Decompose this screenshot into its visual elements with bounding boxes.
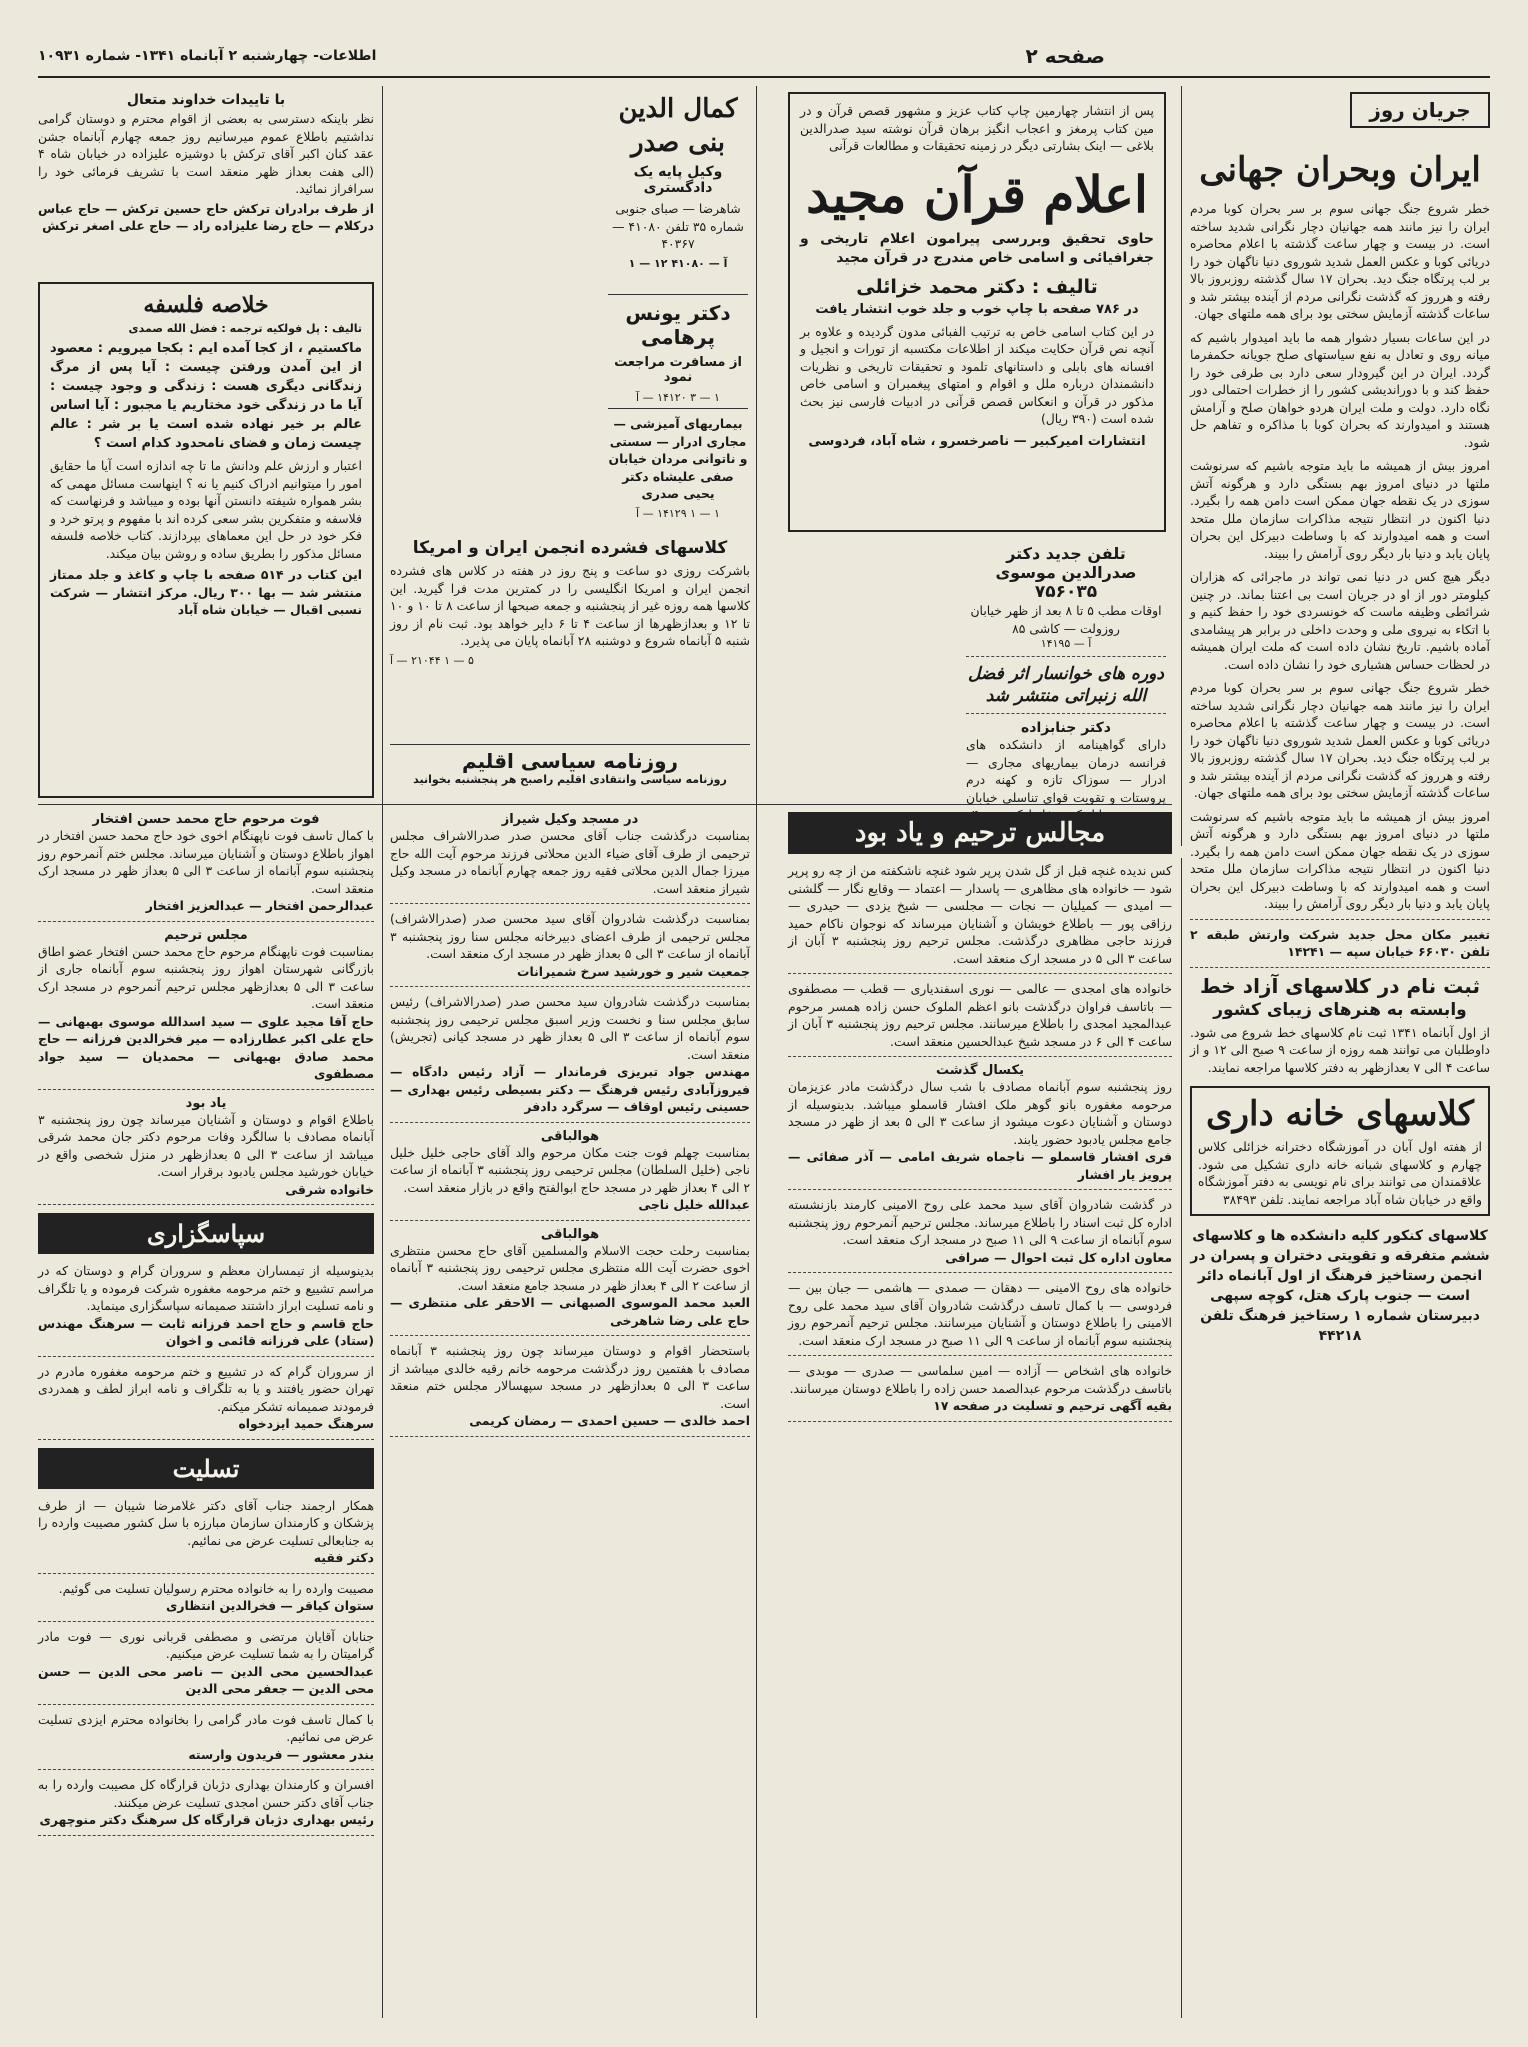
philosophy-title: خلاصه فلسفه (143, 292, 269, 318)
editorial-paragraph: در این ساعات بسیار دشوار همه ما باید امیدوار باشیم که میانه روی و تعادل به نفع سیاستهای صلح جویانه حکمفرما گردد. ایران در این گیرودار سعی دارد بی طرفی خود را حفظ کند و با دوراندیشی کشور را از خطرات احتمالی دور نگاه دارد. دولت و ملت ایران هردو خواهان صلح و آرامش هستند و امیدوارند که بحران کوبا با مذاکره و تفاهم حل شود. (1190, 329, 1490, 450)
notice-body: بمناسبت درگذشت شادروان سید محسن صدر (صدرالاشراف) رئیس سابق مجلس سنا و نخست وزیر اسبق مجلس ترحیمی روز پنجشنبه سوم آبانماه از ساعت ۳ الی ۵ بعداز ظهر در مسجد کیانی (تجریش) منعقد است. (390, 994, 750, 1062)
notice-body: بمناسبت رحلت حجت الاسلام والمسلمین آقای حاج محسن منتظری اخوی حضرت آیت الله منتظری مجلس ترحیمی روز پنجشنبه ۳ آبانماه از ساعت ۲ الی ۴ بعداز ظهر در مسجد جامع منعقد است. (390, 1242, 750, 1293)
section-label: جریان روز (1350, 92, 1490, 128)
doctor-text: از مسافرت مراجعت نمود (614, 355, 742, 385)
condolence-banner: تسلیت (38, 1448, 374, 1489)
divider (788, 1421, 1172, 1422)
notice-body: در گذشت شادروان آقای سید محمد علی روح الامینی کارمند بازنشسته اداره کل ثبت اسناد را باطلاع میرساند. مجلس ترحیم آنمرحوم روز پنجشنبه سوم آبانماه از ساعت ۹ الی ۱۱ صبح در مسجد ارک منعقد است. (788, 1197, 1172, 1247)
notice (788, 1063, 1172, 1190)
notice-body: بمناسبت فوت ناپهنگام مرحوم حاج محمد حسن افتخار عضو اطاق بازرگانی شهرستان اهواز روز پنجشنبه سوم آبانماه جاری از ساعت ۳ الی ۵ بعدازظهر مجلس ترحیم آنمرحوم در مسجد ارک منعقد است. (38, 943, 374, 1011)
notice-signature: عبدالله خلیل ناجی (638, 1197, 750, 1212)
notice (788, 980, 1172, 1057)
phone-ad-title: تلفن جدید دکتر صدرالدین موسوی (995, 544, 1137, 582)
jenabzadeh-title: دکتر جنابزاده (1021, 720, 1111, 736)
divider (1190, 967, 1490, 968)
editorial-title: ایران وبحران جهانی (1199, 150, 1481, 190)
divider (390, 1122, 750, 1123)
editorial-paragraph: خطر شروع جنگ جهانی سوم بر سر بحران کوبا مردم ایران را نیز مانند همه جهانیان دچار نگرانی شدید ساخته است. در بیست و چهار ساعت گذشته با اعلام محاصره دریائی کوبا و عکس العمل شدید شوروی دنیا ناگهان خود را بر لب پرتگاه جنگ دید. بحران ۱۷ سال گذشته روزبروز بالا رفته و هرروز که گذشت نگرانی مردم از آینده بیشتر شد و ساعات گذشته آزمایش سختی بود برای همه ملتهای جهان. (1190, 201, 1490, 321)
home-economics-ad (1190, 1086, 1490, 1216)
konkur-ad-text: کلاسهای کنکور کلیه دانشکده ها و کلاسهای ششم متفرقه و تقویتی دختران و پسران در انجمن رستاخیز فرهنگ از اول آبانماه دائر است — جنوب پارک هتل، کوچه سپهی دبیرستان شماره ۱ رستاخیز فرهنگ تلفن ۴۴۲۱۸ (1190, 1228, 1490, 1344)
thanks-banner: سپاسگزاری (38, 1213, 374, 1254)
notice-body: خانواده های روح الامینی — دهقان — صمدی — هاشمی — جبان بین — فردوسی — با کمال تاسف درگذشت شادروان آقای سید محمد علی روح الامینی را باطلاع دوستان و آشنایان میرسانند. مجلس ترحیم آنمرحوم روز پنجشنبه سوم آبانماه از ساعت ۹ الی ۱۱ صبح در مسجد ارک منعقد است. (788, 1280, 1172, 1348)
notice (38, 1096, 374, 1206)
phone-ad-hours: اوقات مطب ۵ تا ۸ بعد از ظهر خیابان روزولت — کاشی ۸۵ (970, 603, 1162, 636)
home-economics-title: کلاسهای خانه داری (1206, 1094, 1474, 1134)
quran-ad-subtitle: حاوی تحقیق وبررسی پیرامون اعلام تاریخی و جغرافیائی و اسامی خاص مندرج در قرآن مجید (800, 230, 1154, 266)
notice-signature: خانواده شرقی (285, 1181, 374, 1197)
notice-title: فوت مرحوم حاج محمد حسن افتخار (92, 812, 320, 827)
quran-ad-intro: پس از انتشار چهارمین چاپ کتاب عزیز و مشهور قصص قرآن و در مین کتاب پرمغز و اعجاب انگیز برهان قرآن نوشته سید صدرالدین بلاغی — اینک بشارتی دیگر در زمینه تحقیقات و مطالعات قرآنی (800, 103, 1154, 153)
class-ad-code: ۵ — ۱ ۲۱۰۴۴ — آ (390, 653, 474, 667)
poetry-book-notice: دوره های خوانسار اثر فضل الله زنبراتی منتشر شد (968, 664, 1164, 706)
quran-ad-publisher: انتشارات امیرکبیر — ناصرخسرو ، شاه آباد، فردوسی (808, 433, 1146, 449)
quran-ad-title: اعلام قرآن مجید (806, 164, 1148, 224)
newspaper-ad (390, 744, 750, 800)
class-ad-title: کلاسهای فشرده انجمن ایران و امریکا (412, 538, 728, 558)
notice-signature: سرهنگ حمید ایزدخواه (238, 1416, 374, 1431)
clinic-text: بیماریهای آمیزشی — مجاری ادرار — سستی و ناتوانی مردان خیابان صفی علیشاه دکتر یحیی صدری (608, 416, 748, 501)
notice-body: با کمال تاسف فوت ناپهنگام اخوی خود حاج محمد حسن افتخار در اهواز باطلاع دوستان و آشنایان میرساند. مجلس ختم آنمرحوم روز پنجشنبه سوم آبانماه از ساعت ۳ الی ۵ بعداز ظهر در مسجد ارک منعقد است. (38, 828, 374, 896)
mourning-notices (38, 812, 374, 1205)
notice-signature: بندر معشور — فریدون وارسته (188, 1746, 374, 1762)
engagement-announcement (38, 92, 374, 278)
divider (788, 1355, 1172, 1356)
notice-body: خانواده های امجدی — عالمی — نوری اسفندیاری — قطب — مصطفوی — باتاسف فراوان درگذشت بانو اعظم الملوک حسن زاده همسر مرحوم عبدالمجید امجدی را باطلاع میرسانند. مجلس ترحیم روز پنجشنبه ۳ آبان از ساعت ۴ الی ۶ در مسجد شیخ عبدالحسین منعقد است. (788, 981, 1172, 1049)
divider (38, 1573, 374, 1574)
notice (788, 862, 1172, 974)
newspaper-subtitle: روزنامه سیاسی وانتقادی اقلیم راصبح هر پنجشنبه بخوانید (413, 773, 727, 786)
thanks-notices (38, 1262, 374, 1440)
notice-title: یکسال گذشت (936, 1063, 1024, 1078)
notice-signature: عبدالحسین محی الدین — ناصر محی الدین — حسن محی الدین — جعفر محی الدین (38, 1663, 374, 1696)
clinic-code: ۱ — ۱ ۱۴۱۲۹ — آ (636, 506, 720, 520)
notice-body: همکار ارجمند جناب آقای دکتر غلامرضا شیبان — از طرف پزشکان و کارمندان سازمان مبارزه با سل کشور مصیبت وارده را به جنابعالی تسلیت عرض می نمائیم. (38, 1497, 374, 1548)
quran-ad-body: در این کتاب اسامی خاص به ترتیب الفبائی مدون گردیده و علاوه بر آنچه نص قرآن حکایت میکند از اطلاعات مکتسبه از تورات و انجیل و افسانه های بابلی و داستانهای تلمود و تحقیقات تاریخی و نظریات دانشمندان درباره ملل و اقوام و امتهای پیغمبران و اسامی خاص مذکور در قرآن و انعکاس قصص قرآنی در ادبیات فارسی نیز بحث شده است (۳۹۰ ریال) (800, 323, 1154, 426)
notice (390, 812, 750, 904)
calligraphy-class-title: ثبت نام در کلاسهای آزاد خط (1200, 973, 1480, 998)
newspaper-title: روزنامه سیاسی اقلیم (461, 749, 679, 773)
mourning-column-middle (390, 812, 750, 2016)
mourning-column-right (788, 812, 1172, 2016)
notice-title: مجلس ترحیم (164, 927, 248, 943)
notice-body: باستحضار اقوام و دوستان میرساند چون روز پنجشنبه ۳ آبانماه مصادف با هفتمین روز درگذشت مرحومه خانم رقیه خالدی میباشد از ساعت ۳ الی ۵ بعدازظهر در مسجد سپهسالار مجلس ختم منعقد است. (390, 1343, 751, 1411)
notice-title: هوالباقی (540, 1128, 600, 1144)
philosophy-book-ad (38, 282, 374, 798)
notice-signature: مهندس جواد تبریزی فرماندار — آزاد رئیس دادگاه — فیروزآبادی رئیس فرهنگ — دکتر بسیطی رئیس بهداری — حسینی رئیس اوقاف — سرگرد دادفر (390, 1064, 750, 1114)
divider (38, 1356, 374, 1357)
notice-signature: احمد خالدی — حسین احمدی — رمضان کریمی (469, 1413, 750, 1428)
notice-signature: معاون اداره کل ثبت احوال — صرافی (945, 1249, 1172, 1265)
iran-america-class-ad (390, 538, 750, 738)
editorial-paragraph: خطر شروع جنگ جهانی سوم بر سر بحران کوبا مردم ایران را نیز مانند همه جهانیان دچار نگرانی شدید ساخته است. در بیست و چهار ساعت گذشته با اعلام محاصره دریائی کوبا و عکس العمل شدید شوروی دنیا ناگهان خود را بر لب پرتگاه جنگ دید. بحران ۱۷ سال گذشته روزبروز بالا رفته و هرروز که گذشت نگرانی مردم از آینده بیشتر شد و ساعات گذشته آزمایش سختی بود برای همه ملتهای جهان. (1190, 680, 1490, 800)
mourning-notices (390, 812, 750, 1437)
lawyer-ad (608, 92, 748, 292)
jenabzadeh-body: دارای گواهینامه از دانشکده های فرانسه درمان بیماریهای مجاری — ادرار — سوزاک تازه و کهنه درم پروستات و تقویت قوای تناسلی خیابان (966, 737, 1166, 805)
quran-book-ad (788, 92, 1166, 532)
doctor-return-ad (608, 294, 748, 406)
calligraphy-class-body: از اول آبانماه ۱۳۴۱ ثبت نام کلاسهای خط شروع می شود. داوطلبان می توانند همه روزه از ساعت ۹ صبح الی ۱۲ و از ساعت ۴ الی ۷ بعدازظهر به دفتر کلاسها مراجعه نمایند. (1190, 1024, 1490, 1075)
notice (390, 1342, 750, 1437)
home-economics-body: از هفته اول آبان در آموزشگاه دخترانه خزائلی کلاس چهارم و کلاسهای شبانه خانه داری تشکیل می شود. علاقمندان می توانند برای نام نویسی به دفتر آموزشگاه واقع در خیابان شاه آباد مراجعه نمایند. تلفن ۳۸۴۹۳ (1198, 1139, 1482, 1207)
phone-ad-number: ۷۵۶۰۳۵ (1034, 582, 1098, 602)
notice (390, 910, 750, 987)
notice-body: باطلاع اقوام و دوستان و آشنایان میرساند چون روز پنجشنبه ۳ آبانماه مصادف با سالگرد وفات مرحوم دکتر جان محمد شرقی میباشد از ساعت ۳ الی ۵ بعدازظهر در منزل شخصی واقع در خیابان خورشید مجلس یادبود برقرار است. (38, 1111, 374, 1179)
notice-body: بمناسبت درگذشت شادروان آقای سید محسن صدر (صدرالاشراف) مجلس ترحیمی از طرف اعضای دبیرخانه مجلس سنا روز پنجشنبه ۳ آبانماه از ساعت ۳ الی ۵ بعداز ظهر در مسجد ارک منعقد است. (390, 911, 750, 961)
philosophy-questions: ماکستیم ، از کجا آمده ایم : بکجا میرویم : معصود از این آمدن ورفتن چیست : آیا پس از مرگ زندگانی دیگری هست : زندگی و وجود چیست : آیا ما در زندگی خود مختاریم یا مجبور : آیا اساس عالم بر خیر نهاده شده است یا بر شر : عالم چیست زمان و فضای نامحدود کدام است ؟ (50, 341, 362, 451)
notice (38, 1776, 374, 1836)
notice-signature: رئیس بهداری دژبان قرارگاه کل سرهنگ دکتر منوچهری (39, 1812, 374, 1827)
divider (38, 1089, 374, 1090)
mourning-column-left (38, 812, 374, 2016)
class-ad-body: باشرکت روزی دو ساعت و پنج روز در هفته در کلاس های فشرده انجمن ایران و امریکا انگلیسی را در کمترین مدت فرا گیرید. این کلاسها همه روزه غیر از پنجشنبه و جمعه صبحها از ساعت ۸ تا ۱۰ و ۱۰ تا ۱۲ و بعدازظهرها از ساعت ۴ تا ۶ دایر خواهد بود. ثبت نام از روز شنبه ۵ آبانماه شروع و دوشنبه ۲۸ آبانماه پایان می پذیرد. (390, 563, 750, 648)
quran-ad-author: تالیف : دکتر محمد خزائلی (856, 275, 1098, 298)
notice-body: مصیبت وارده را به خانواده محترم رسولیان تسلیت می گوئیم. (58, 1580, 374, 1596)
column-divider (382, 86, 383, 2018)
notice (390, 1227, 750, 1337)
philosophy-author: تالیف : پل فولکیه ترجمه : فضل الله صمدی (128, 322, 362, 335)
divider (38, 921, 374, 922)
notice-body: روز پنجشنبه سوم آبانماه مصادف با شب سال درگذشت مادر عزیزمان مرحومه مغفوره بانو گوهر ملک افشار قاسملو میباشد. بدینوسیله از دوستان و آشنایان دعوت میشود از ساعت ۳ الی ۵ بعد از ظهر در مسجد جامع مجلس یادبود حضور یابند. (788, 1079, 1172, 1147)
philosophy-footer: این کتاب در ۵۱۴ صفحه با چاپ و کاغذ و جلد ممتاز منتشر شد — بها ۳۰۰ ریال. مرکز انتشار — شرکت نسبی اقبال — خیابان شاه آباد (50, 567, 363, 617)
notice-signature: عبدالرحمن افتخار — عبدالعزیز افتخار (145, 898, 374, 913)
notice (38, 1262, 374, 1357)
notice (390, 1129, 750, 1221)
notice-signature: جمعیت شیر و خورشید سرخ شمیرانات (517, 963, 750, 979)
divider (788, 1189, 1172, 1190)
notice-signature: ستوان کیاقر — فخرالدین انتظاری (166, 1598, 374, 1613)
divider (1190, 919, 1490, 920)
divider (38, 1621, 374, 1622)
mourning-notices (788, 862, 1172, 1422)
notice-body: خانواده های اشخاص — آزاده — امین سلماسی — صدری — موبدی — باتاسف درگذشت مرحوم عبدالصمد حسن زاده را باطلاع دوستان میرسانند. (788, 1363, 1172, 1396)
condolence-notices (38, 1497, 374, 1836)
notice-title: یاد بود (185, 1095, 227, 1111)
mourning-banner: مجالس ترحیم و یاد بود (788, 812, 1172, 854)
engagement-signature: از طرف برادران ترکش حاج حسین ترکش — حاج عباس درکلام — حاج رضا علیزاده راد — حاج علی اصغر ترکش (38, 200, 374, 233)
notice-title: هوالباقی (540, 1226, 600, 1242)
lawyer-address: شاهرضا — صبای جنوبی شماره ۳۵ تلفن ۴۱۰۸۰ — ۴۰۳۶۷ (612, 201, 744, 251)
notice (38, 1580, 374, 1622)
divider (390, 903, 750, 904)
notice-body: جنابان آقایان مرتضی و مصطفی قربانی نوری — فوت مادر گرامیتان را به شما تسلیت عرض میکنیم. (38, 1628, 374, 1661)
relocation-notice: تغییر مکان محل جدید شرکت وارتش طبقه ۲ تلفن ۶۶۰۳۰ خیابان سپه — ۱۴۲۴۱ (1190, 926, 1490, 959)
editorial-paragraph: امروز بیش از همیشه ما باید متوجه باشیم که سرنوشت ملتها در دنیای امروز بهم بستگی دارد و هرگونه آتش سوزی در یک نقطه جهان ممکن است دامن همه را بگیرد. دنیا اکنون در انتظار نتیجه مذاکرات سازمان ملل متحد است و همه امیدوارند که با وساطت دبیرکل این بحران پایان یابد و دنیا بار دیگر روی آرامش را ببیند. (1190, 458, 1490, 561)
notice-body: بدینوسیله از تیمساران معظم و سروران گرام و دوستان که در مراسم تشییع و ختم مرحومه مغفوره شرکت فرموده و یا تلگراف و نامه تسلیت ابراز داشتند صمیمانه سپاسگزاری مینماید. (38, 1263, 374, 1313)
notice (38, 1363, 374, 1440)
notice-body: بمناسبت درگذشت جناب آقای محسن صدر صدرالاشراف مجلس ترحیمی از طرف آقای ضیاء الدین محلاتی فرزند مرحوم آیت الله حاج میرزا جمال الدین محلاتی فقیه روز جمعه چهارم آبانماه در مسجد وکیل شیراز منعقد است. (390, 828, 750, 896)
notice-body: بمناسبت چهلم فوت جنت مکان مرحوم والد آقای حاجی خلیل خلیل ناجی (خلیل السلطان) مجلس ترحیمی روز پنجشنبه ۳ آبانماه از ساعت ۲ الی ۴ بعداز ظهر در مسجد حاج ابوالفتح واقع در بازار منعقد است. (390, 1144, 750, 1195)
calligraphy-class-subtitle: وابسته به هنرهای زیبای کشور (1213, 999, 1467, 1020)
lawyer-title: وکیل پایه یک دادگستری (633, 164, 723, 196)
divider (966, 656, 1166, 657)
notice-signature: بقیه آگهی ترحیم و تسلیت در صفحه ۱۷ (933, 1398, 1172, 1413)
editorial-paragraph: امروز بیش از همیشه ما باید متوجه باشیم که سرنوشت ملتها در دنیای امروز بهم بستگی دارد و هرگونه آتش سوزی در یک نقطه جهان ممکن است دامن همه را بگیرد. دنیا اکنون در انتظار نتیجه مذاکرات سازمان ملل متحد است و همه امیدوارند که با وساطت دبیرکل این بحران پایان یابد و دنیا بار دیگر روی آرامش را ببیند. (1190, 808, 1490, 911)
divider (38, 1835, 374, 1836)
notice (390, 993, 750, 1123)
notice-body: با کمال تاسف فوت مادر گرامی را بخانواده محترم ایزدی تسلیت عرض می نمائیم. (38, 1711, 374, 1744)
page-header (38, 38, 1490, 78)
notice (38, 928, 374, 1090)
divider (38, 1704, 374, 1705)
doctor-name: دکتر یونس پرهامی (625, 301, 731, 349)
clinic-ad (608, 408, 748, 532)
phone-ad-code: آ — ۱۴۱۹۵ (1040, 637, 1092, 650)
divider (966, 713, 1166, 714)
divider (38, 1204, 374, 1205)
editorial-column (1190, 86, 1490, 2018)
divider (390, 986, 750, 987)
notice-body: کس ندیده غنچه قبل از گل شدن پرپر شود غنچه ناشکفته من از چه رو پرپر شود — خانواده های مظاهری — پاسدار — اعتماد — وقایع نگار — گلشنی — امیدی — کمیلیان — نجات — مجلسی — شیخ یزدی — حیدری — رزاقی پور — باطلاع خویشان و آشنایان میرساند که نوجوان ناکام حمید فرزند حاجی مظاهری درگذشت. مجلس ترحیم روز پنجشنبه ۳ آبان از ساعت ۳ الی ۵ در مسجد ارک منعقد است. (788, 863, 1172, 966)
notice-signature: حاج قاسم و حاج احمد فرزانه ثابت — سرهنگ مهندس (ستاد) علی فرزانه قائمی و اخوان (38, 1315, 374, 1348)
engagement-title: با تاییدات خداوند متعال (126, 92, 286, 108)
notice-signature: حاج آقا مجید علوی — سید اسدالله موسوی بهبهانی — حاج علی اکبر عطارزاده — میر فخرالدین فرزانه — حاج محمد صادق بهبهانی — محمدیان — سید جواد مصطفوی (38, 1013, 374, 1081)
editorial-paragraph: دیگر هیچ کس در دنیا نمی تواند در ماجرائی که هزاران کیلومتر دور از او در جریان است بی اعتنا بماند. در چنین شرائطی وظیفه ماست که خونسردی خود را حفظ کنیم و با اتکاء به نیروی ملی و وحدت داخلی در برابر هر پیشامدی آماده باشیم. تاریخ نشان داده است که ملت ایران همیشه در لحظات حساس هشیاری خود را نشان داده است. (1190, 569, 1490, 672)
notice (38, 1628, 374, 1705)
lawyer-code: آ — ۴۱۰۸۰ ۱۲ — ۱ (628, 256, 728, 270)
philosophy-body: اعتبار و ارزش علم ودانش ما تا چه اندازه است آیا ما حقایق امور را میتوانیم ادراک کنیم یا نه ؟ اینهاست مسائل مهمی که بشر همواره شیفته دانستن آنها بوده و میباشد و فرنهاست که فلاسفه و متفکرین بشر سعی کرده اند با مفهوم و پرتو خرد و فکر خود در حل این معماهای بپردازند. کتاب خلاصه فلسفه مسائل مذکور را بطریق ساده و روشن بیان میکند. (50, 458, 362, 561)
notice (38, 1497, 374, 1574)
column-divider (756, 86, 757, 2018)
divider (390, 1436, 750, 1437)
divider (390, 1335, 750, 1336)
notice (788, 1196, 1172, 1273)
divider (788, 973, 1172, 974)
mid-right-ads (966, 544, 1166, 805)
engagement-body: نظر باینکه دسترسی به بعضی از اقوام محترم و دوستان گرامی نداشتیم باطلاع عموم میرسانیم روز جمعه چهارم آبانماه جشن عقد کنان اکبر آقای ترکش با دوشیزه علیزاده در خیابان شاه ۴ (الی هفت بعداز ظهر منعقد است با تشریف فرمائی خود را سرافراز نمائید. (38, 111, 374, 196)
notice (788, 1362, 1172, 1422)
notice (38, 1711, 374, 1771)
notice-signature: العبد محمد الموسوی الصبهانی — الاحقر علی منتظری — حاج علی رضا شاهرخی (390, 1295, 750, 1328)
column-divider (1181, 858, 1182, 2018)
lawyer-name: کمال الدین بنی صدر (618, 94, 738, 158)
notice-title: در مسجد وکیل شیراز (501, 812, 639, 827)
doctor-code: ۱ — ۳ ۱۴۱۲۰ — آ (636, 391, 720, 404)
notice (788, 1279, 1172, 1356)
masthead-dateline: اطلاعات- چهارشنبه ۲ آبانماه ۱۳۴۱- شماره ۱۰۹۳۱ (38, 48, 377, 64)
konkur-ad (1190, 1226, 1490, 1346)
divider (788, 1056, 1172, 1057)
notice-body: افسران و کارمندان بهداری دژبان قرارگاه کل مصیبت وارده را به جناب آقای دکتر حسن امجدی تسلیت عرض میکنند. (38, 1777, 374, 1810)
notice-signature: فری افشار قاسملو — ناجماه شریف امامی — آذر صفائی — پرویز یار افشار (788, 1149, 1172, 1182)
notice-signature: دکتر فقیه (313, 1550, 374, 1565)
notice (38, 812, 374, 922)
divider (38, 1439, 374, 1440)
divider (390, 1220, 750, 1221)
notice-body: از سروران گرام که در تشییع و ختم مرحومه مغفوره مادرم در تهران حضور یافتند و یا به تلگراف و نامه ابراز لطف و همدردی فرمودند صمیمانه تشکر میکنم. (38, 1363, 374, 1414)
divider (38, 1769, 374, 1770)
page-number: صفحه ۲ (1025, 44, 1105, 68)
divider (788, 1272, 1172, 1273)
column-divider (1181, 86, 1182, 846)
quran-ad-details: در ۷۸۶ صفحه با چاپ خوب و جلد خوب انتشار یافت (815, 301, 1139, 317)
